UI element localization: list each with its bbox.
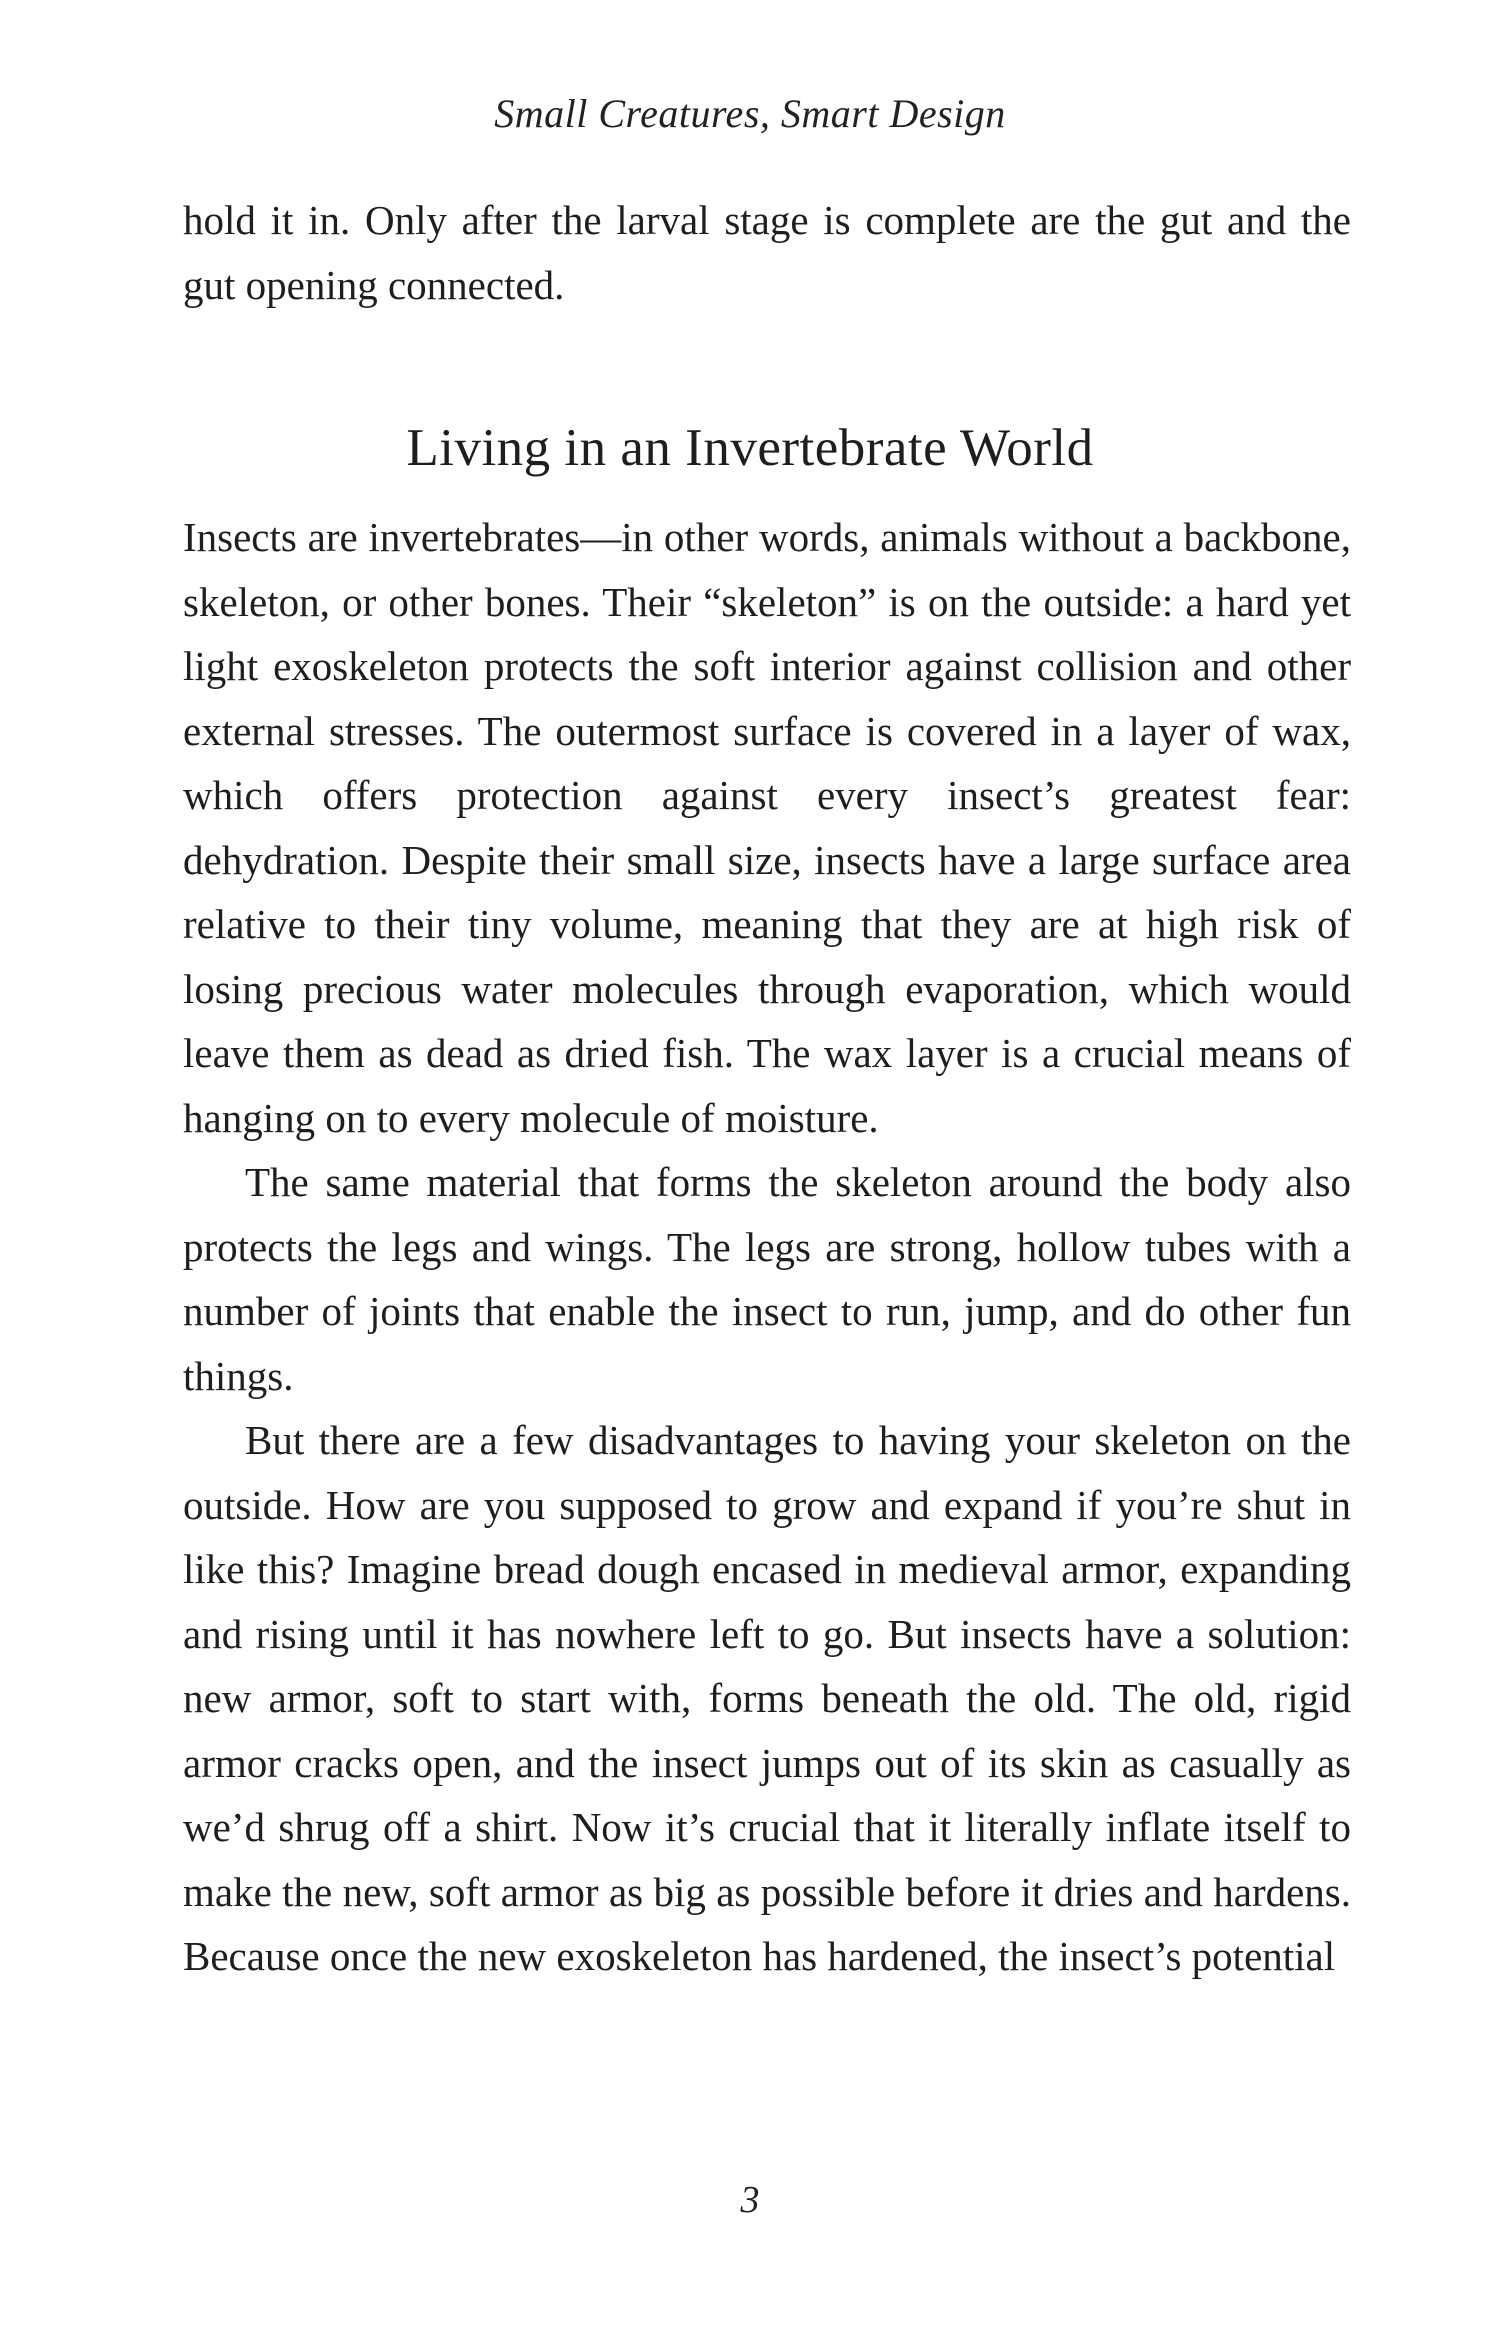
page-number: 3 xyxy=(740,2179,760,2221)
paragraph: Insects are invertebrates—in other words, animals without a backbone, skeleton, or other bones. Their “skeleton” is on the outside: a hard yet light exoskeleton protects the soft interior against collision and other external stresses. The outermost surface is covered in a layer of wax, which offers protection against every insect’s greatest fear: dehydration. Despite their small size, insects have a large surface area relative to their tiny volume, meaning that they are at high risk of losing precious water molecules through evaporation, which would leave them as dead as dried fish. The wax layer is a crucial means of hanging on to every molecule of moisture. xyxy=(183,514,1351,1141)
section-heading: Living in an Invertebrate World xyxy=(406,419,1094,477)
paragraph: hold it in. Only after the larval stage is complete are the gut and the gut opening connected. xyxy=(183,197,1351,308)
opening-paragraph xyxy=(183,188,1351,317)
paragraph: The same material that forms the skeleton around the body also protects the legs and wings. The legs are strong, hollow tubes with a number of joints that enable the insect to run, jump, and do other fun things. xyxy=(183,1159,1351,1399)
paragraph: But there are a few disadvantages to having your skeleton on the outside. How are you supposed to grow and expand if you’re shut in like this? Imagine bread dough encased in medieval armor, expanding and rising until it has nowhere left to go. But insects have a solution: new armor, soft to start with, forms beneath the old. The old, rigid armor cracks open, and the insect jumps out of its skin as casually as we’d shrug off a shirt. Now it’s crucial that it literally inflate itself to make the new, soft armor as big as possible before it dries and hardens. Because once the new exoskeleton has hardened, the insect’s potential xyxy=(183,1417,1351,1979)
section-body xyxy=(183,505,1351,1989)
running-head: Small Creatures, Smart Design xyxy=(494,91,1006,136)
